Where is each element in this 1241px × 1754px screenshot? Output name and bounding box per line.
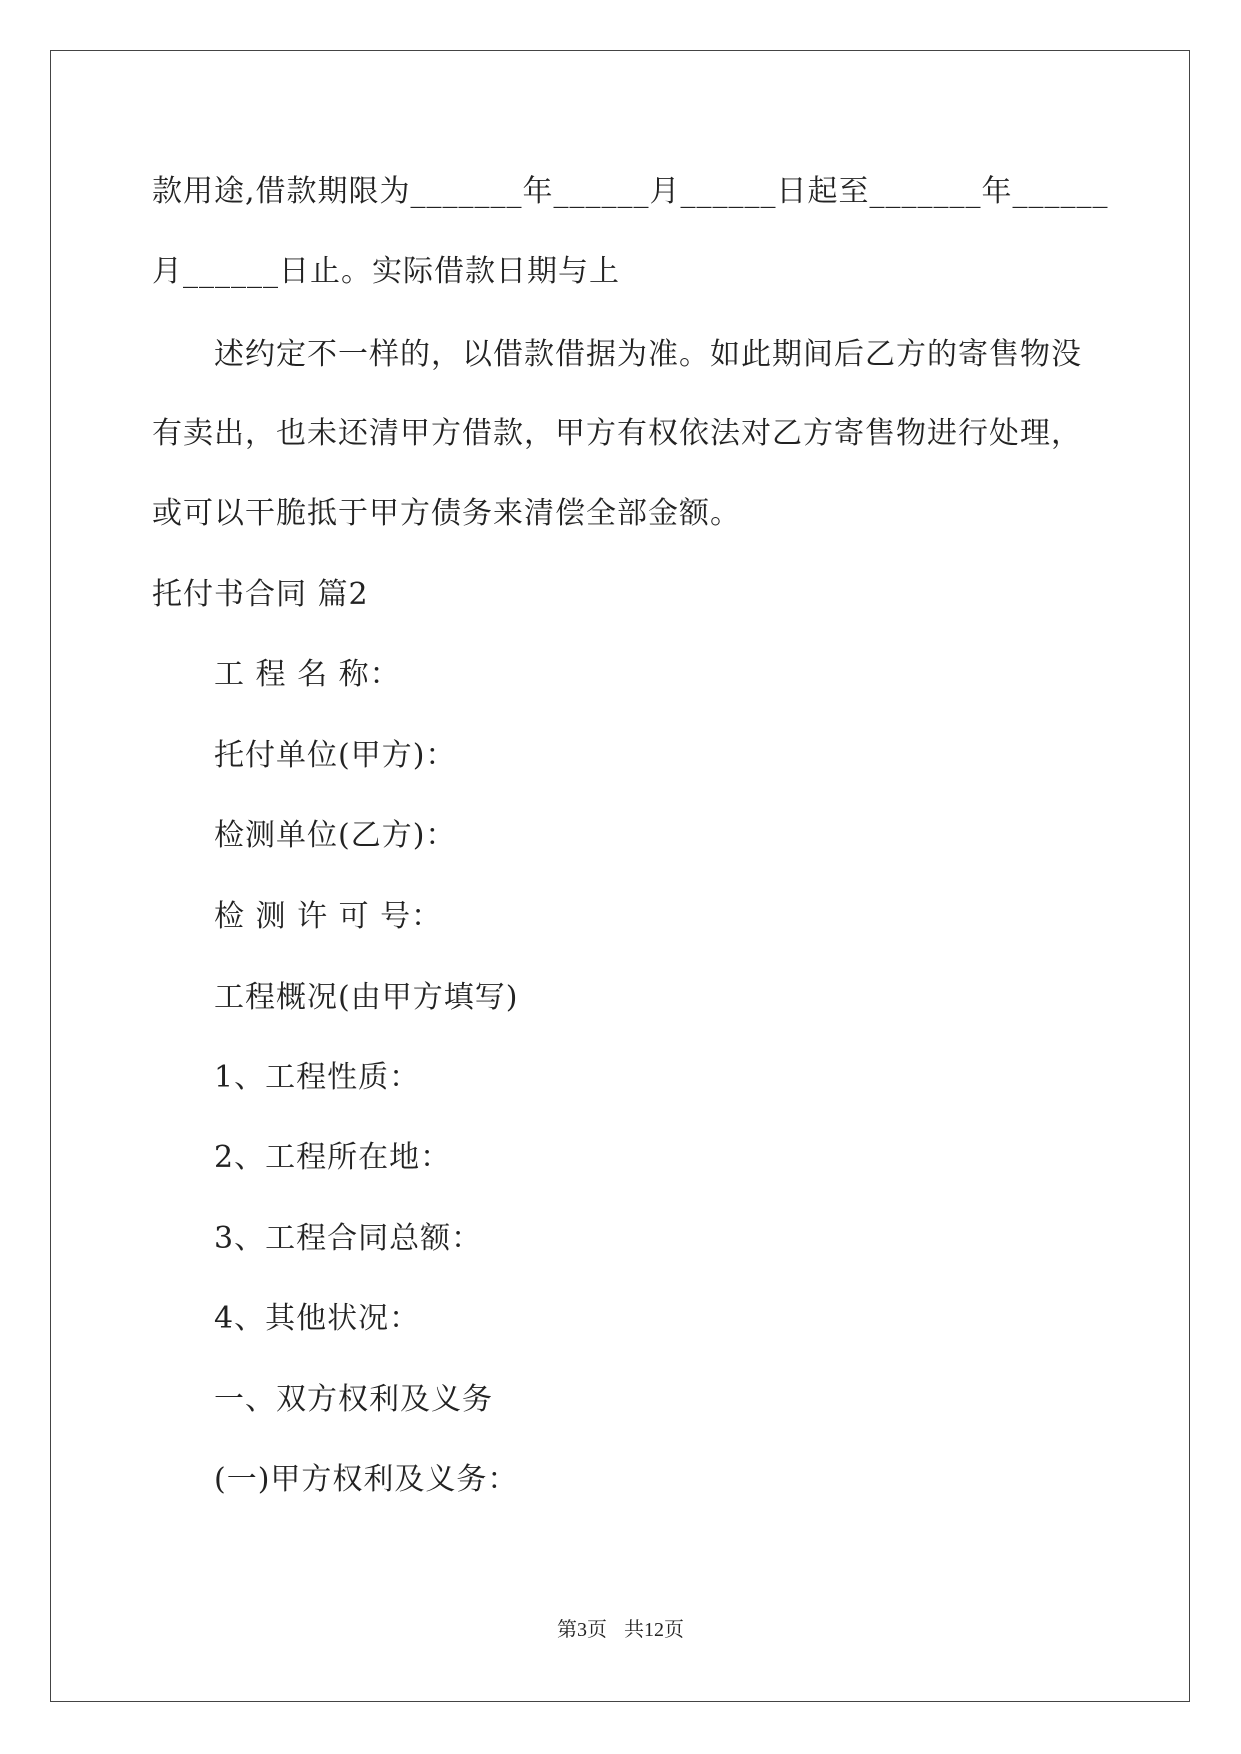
page-footer (0, 1617, 1241, 1643)
text-line: 述约定不一样的，以借款借据为准。如此期间后乙方的寄售物没 (214, 337, 1082, 372)
text-line: 托付单位(甲方)： (214, 738, 457, 773)
text-line: 或可以干脆抵于甲方债务来清偿全部金额。 (152, 496, 741, 531)
text-line: 一、双方权利及义务 (214, 1382, 493, 1417)
text-line: 月______日止。实际借款日期与上 (152, 254, 620, 289)
text-line: 有卖出，也未还清甲方借款，甲方有权依法对乙方寄售物进行处理， (152, 416, 1082, 451)
section-heading: 托付书合同 篇2 (152, 577, 369, 612)
text-line: 检测单位(乙方)： (214, 818, 457, 853)
page-total: 共12页 (624, 1619, 684, 1641)
text-line: 1、工程性质： (214, 1060, 421, 1095)
text-line: 款用途,借款期限为_______年______月______日起至_______年______ (152, 174, 1109, 209)
text-line: 2、工程所在地： (214, 1140, 452, 1175)
text-line: (一)甲方权利及义务： (214, 1462, 519, 1497)
text-line: 工程概况(由甲方填写) (214, 980, 519, 1015)
text-line: 4、其他状况： (214, 1301, 421, 1336)
text-line: 3、工程合同总额： (214, 1221, 483, 1256)
text-line: 工 程 名 称： (214, 657, 401, 692)
page-border (50, 50, 1190, 1702)
page-number: 第3页 (557, 1619, 607, 1641)
text-line: 检 测 许 可 号： (214, 899, 443, 934)
